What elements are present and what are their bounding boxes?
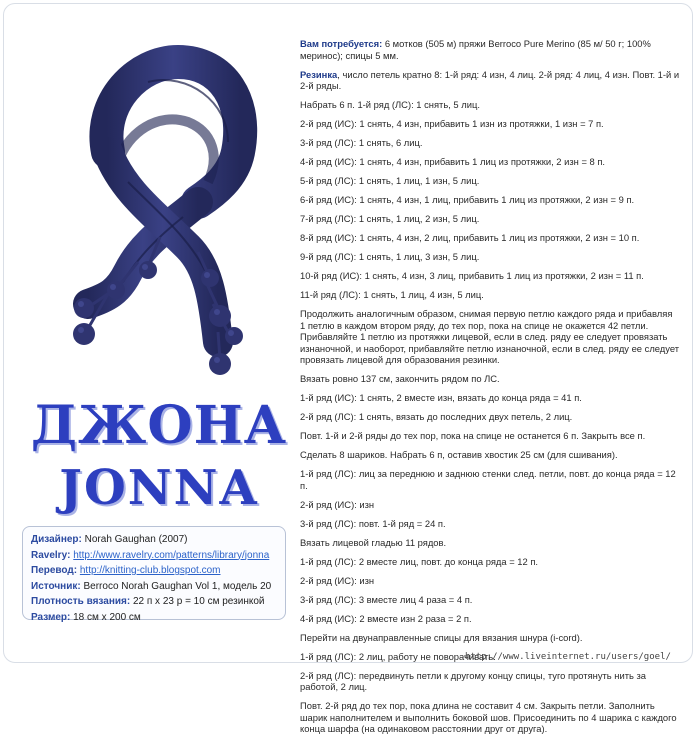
instruction-line: 1-й ряд (ИС): 1 снять, 2 вместе изн, вязать до конца ряда = 41 п. — [300, 392, 582, 403]
materials-paragraph: Вам потребуется: 6 мотков (505 м) пряжи Berroco Pure Merino (85 м/ 50 г; 100% меринос); спицы 5 мм. — [300, 38, 651, 61]
size-value: 18 см х 200 см — [73, 611, 141, 623]
instruction-line: 6-й ряд (ИС): 1 снять, 4 изн, 1 лиц, прибавить 1 лиц из протяжки, 2 изн = 9 п. — [300, 194, 635, 205]
title-russian: ДЖОНА — [30, 395, 288, 456]
translation-row: Перевод: http://knitting-club.blogspot.com — [31, 565, 221, 576]
rib-paragraph: Резинка, число петель кратно 8: 1-й ряд: 4 изн, 4 лиц. 2-й ряд: 4 лиц, 4 изн. Повт. 1-й и 2-й ряды. — [300, 68, 680, 91]
instruction-line: 2-й ряд (ИС): изн — [300, 574, 375, 586]
instruction-line: 2-й ряд (ИС): 1 снять, 4 изн, прибавить 1 изн из протяжки, 1 изн = 7 п. — [300, 118, 604, 129]
instruction-line: 11-й ряд (ЛС): 1 снять, 1 лиц, 4 изн, 5 лиц. — [300, 289, 484, 300]
instruction-line: 4-й ряд (ИС): 2 вместе изн 2 раза = 2 п. — [300, 612, 472, 624]
instruction-line: Набрать 6 п. 1-й ряд (ЛС): 1 снять, 5 лиц. — [300, 99, 480, 110]
instruction-line: Вязать лицевой гладью 11 рядов. — [300, 536, 447, 548]
scarf-photo — [48, 42, 284, 392]
instruction-lines — [300, 99, 680, 735]
instruction-line: Повт. 2-й ряд до тех пор, пока длина не составит 4 см. Закрыть петли. Заполнить шарик наполнителем и выполнить боковой шов. Присоединить по 4 шарика с каждого конца шарфа (на одинаковом расстоянии друг от друга). — [300, 700, 677, 734]
instruction-line: 3-й ряд (ЛС): повт. 1-й ряд = 24 п. — [300, 517, 446, 529]
instruction-line: 1-й ряд (ЛС): 2 лиц, работу не поворачивать. — [300, 650, 496, 662]
instruction-line: 2-й ряд (ЛС): 1 снять, вязать до последних двух петель, 2 лиц. — [300, 411, 573, 422]
size-row: Размер: 18 см х 200 см — [31, 611, 141, 623]
instruction-line: Повт. 1-й и 2-й ряды до тех пор, пока на спице не останется 6 п. Закрыть все п. — [300, 430, 646, 441]
designer-row: Дизайнер: Norah Gaughan (2007) — [31, 534, 188, 545]
source-url[interactable]: http://www.liveinternet.ru/users/goel/ — [465, 652, 671, 662]
instruction-line: Сделать 8 шариков. Набрать 6 п, оставив хвостик 25 см (для сшивания). — [300, 449, 618, 460]
gauge-value: 22 п х 23 р = 10 см резинкой — [132, 596, 265, 607]
instruction-line: Продолжить аналогичным образом, снимая первую петлю каждого ряда и прибавляя 1 петлю в каждом втором ряду, до тех пор, пока на спице не окажется 42 петли. Прибавляйте 1 петлю из протяжки лицевой, если в след. ряду ее следует провязать изнаночной, и наоборот, прибавляйте петлю изнаночной, если в след. ряду ее следует провязать лицевой для образования резинки. — [300, 308, 680, 365]
info-box — [22, 526, 286, 623]
instruction-line: 9-й ряд (ЛС): 1 снять, 1 лиц, 3 изн, 5 лиц. — [300, 251, 480, 262]
instructions — [300, 38, 680, 742]
instruction-line: 1-й ряд (ЛС): лиц за переднюю и заднюю стенки след. петли, повт. до конца ряда = 12 п. — [300, 468, 676, 491]
designer-value: Norah Gaughan (2007) — [84, 534, 188, 545]
source-row: Источник: Berroco Norah Gaughan Vol 1, модель 20 — [31, 580, 272, 592]
instruction-line: 5-й ряд (ЛС): 1 снять, 1 лиц, 1 изн, 5 лиц. — [300, 175, 480, 186]
instruction-line: 1-й ряд (ЛС): 2 вместе лиц, повт. до конца ряда = 12 п. — [300, 555, 539, 567]
instruction-line: 4-й ряд (ИС): 1 снять, 4 изн, прибавить 1 лиц из протяжки, 2 изн = 8 п. — [300, 156, 606, 167]
title-english: JONNA — [59, 460, 259, 516]
gauge-row: Плотность вязания: 22 п х 23 р = 10 см резинкой — [31, 596, 265, 607]
instruction-line: Перейти на двунаправленные спицы для вязания шнура (i-cord). — [300, 631, 583, 643]
translation-link[interactable]: http://knitting-club.blogspot.com — [79, 565, 221, 576]
ravelry-row: Ravelry: http://www.ravelry.com/patterns/library/jonna — [31, 549, 270, 561]
ravelry-link[interactable]: http://www.ravelry.com/patterns/library/jonna — [73, 549, 270, 561]
instruction-line: Вязать ровно 137 см, закончить рядом по ЛС. — [300, 373, 500, 384]
instruction-line: 8-й ряд (ИС): 1 снять, 4 изн, 2 лиц, прибавить 1 лиц из протяжки, 2 изн = 10 п. — [300, 232, 640, 243]
instruction-line: 2-й ряд (ИС): изн — [300, 498, 375, 510]
instruction-line: 2-й ряд (ЛС): передвинуть петли к другому концу спицы, туго протянуть нить за работой, 2 лиц. — [300, 669, 647, 692]
instruction-line: 3-й ряд (ЛС): 1 снять, 6 лиц. — [300, 137, 423, 148]
source-value: Berroco Norah Gaughan Vol 1, модель 20 — [83, 580, 272, 592]
instruction-line: 10-й ряд (ИС): 1 снять, 4 изн, 3 лиц, прибавить 1 лиц из протяжки, 2 изн = 11 п. — [300, 270, 644, 281]
instruction-line: 3-й ряд (ЛС): 3 вместе лиц 4 раза = 4 п. — [300, 593, 473, 605]
instruction-line: 7-й ряд (ЛС): 1 снять, 1 лиц, 2 изн, 5 лиц. — [300, 213, 480, 224]
